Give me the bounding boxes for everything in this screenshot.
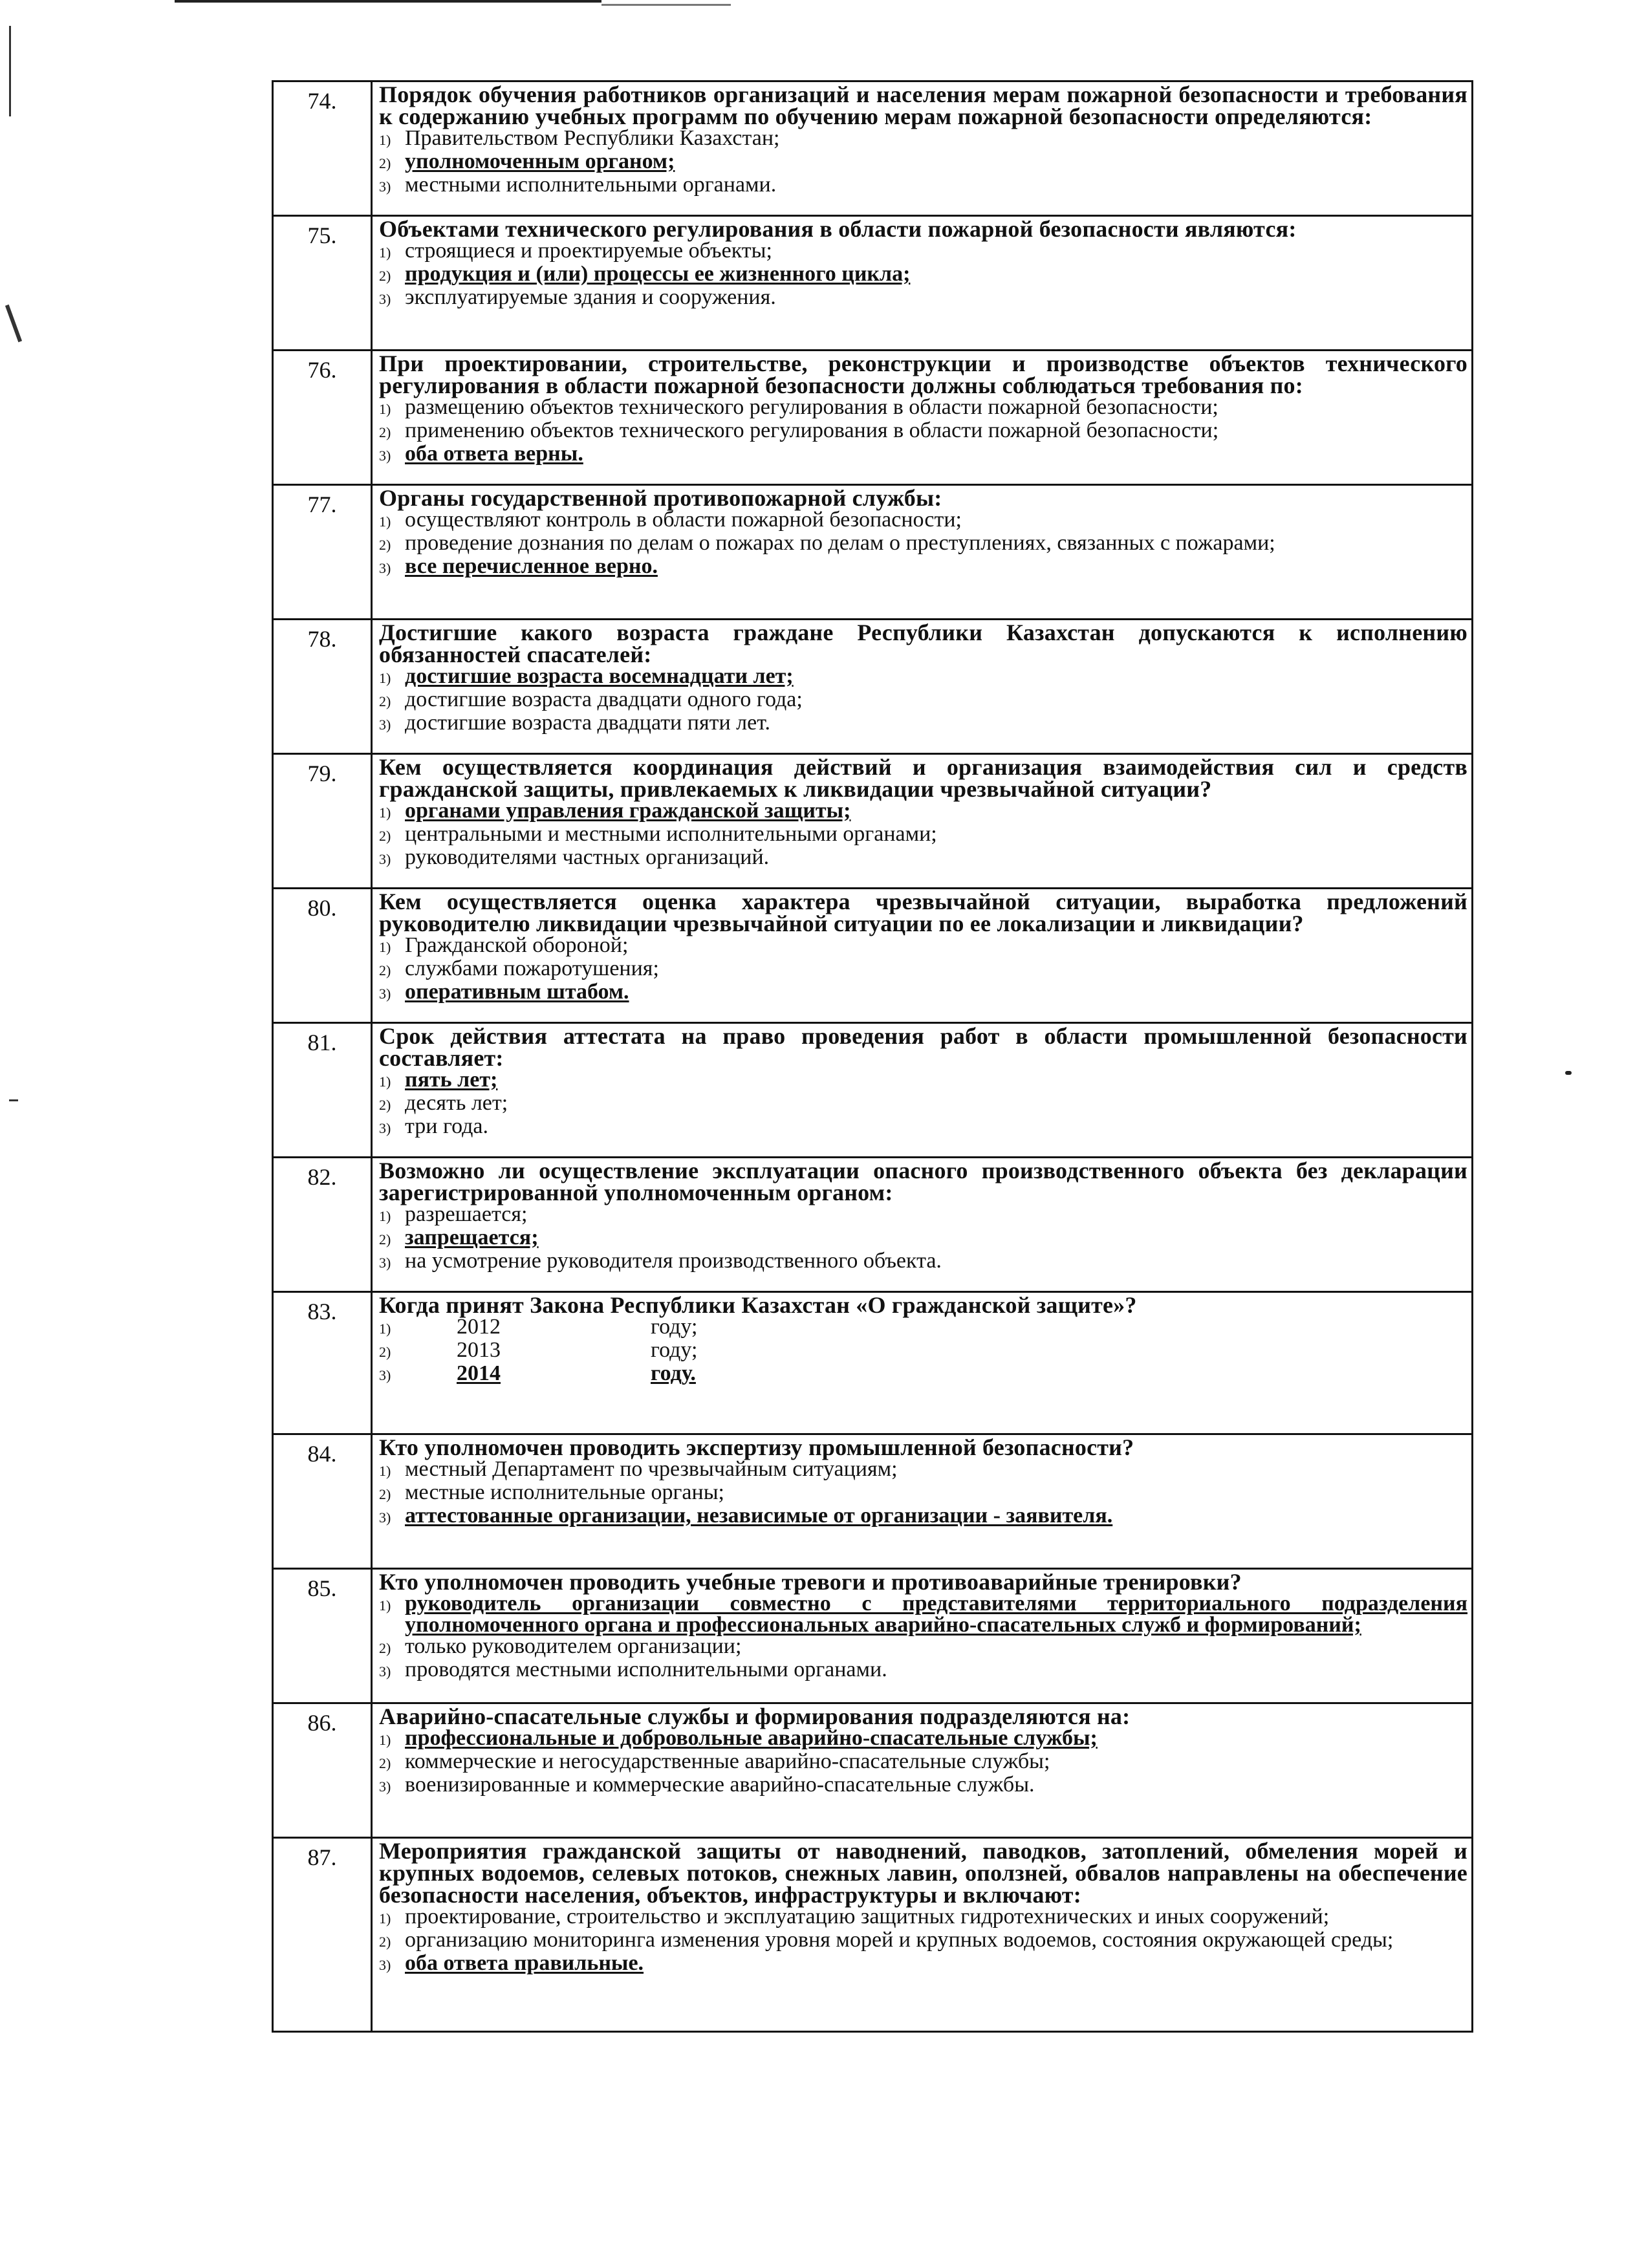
option-index: 1) (379, 513, 391, 530)
option-text: применению объектов технического регулирования в области пожарной безопасности; (405, 418, 1219, 442)
option-text: оба ответа верны. (405, 442, 583, 466)
option-index: 2) (379, 1755, 391, 1771)
option-text: коммерческие и негосударственные аварийно-спасательные службы; (405, 1749, 1050, 1773)
answer-option (379, 1204, 1467, 1227)
answer-option (379, 1339, 1467, 1363)
scan-margin-mark (9, 1099, 18, 1101)
option-index: 1) (379, 1597, 391, 1614)
option-index: 1) (379, 670, 391, 686)
question-text: Органы государственной противопожарной службы: (379, 485, 942, 511)
option-text: достигшие возраста двадцати одного года; (405, 687, 803, 711)
question-row (273, 1838, 1473, 2032)
answer-option-correct (379, 1727, 1467, 1751)
option-text: проводятся местными исполнительными органами. (405, 1658, 887, 1681)
answer-option (379, 420, 1467, 443)
answer-option-correct (379, 263, 1467, 286)
option-text: местный Департамент по чрезвычайным ситуациям; (405, 1457, 898, 1481)
option-index: 3) (379, 178, 391, 195)
option-text: три года. (405, 1114, 488, 1138)
answer-option (379, 934, 1467, 958)
option-text: продукция и (или) процессы ее жизненного цикла; (405, 262, 911, 286)
option-text: только руководителем организации; (405, 1634, 742, 1658)
answer-option (379, 1482, 1467, 1505)
option-index: 1) (379, 1074, 391, 1090)
question-number: 78. (273, 620, 372, 754)
question-text: Кто уполномочен проводить учебные тревоги и противоаварийные тренировки? (379, 1569, 1242, 1595)
question-number: 81. (273, 1023, 372, 1158)
option-index: 1) (379, 805, 391, 821)
option-index: 3) (379, 1367, 391, 1383)
question-text: Когда принят Закона Республики Казахстан «О гражданской защите»? (379, 1292, 1137, 1318)
answer-option (379, 958, 1467, 981)
question-number: 80. (273, 889, 372, 1023)
question-row (273, 1023, 1473, 1158)
question-body (372, 1292, 1473, 1434)
option-index: 2) (379, 1486, 391, 1502)
option-text: военизированные и коммерческие аварийно-спасательные службы. (405, 1773, 1035, 1797)
option-text: профессиональные и добровольные аварийно-спасательные службы; (405, 1726, 1098, 1750)
option-text: достигшие возраста восемнадцати лет; (405, 664, 794, 688)
question-row (273, 485, 1473, 620)
option-text: организацию мониторинга изменения уровня морей и крупных водоемов, состояния окружающей среды; (405, 1928, 1394, 1952)
answer-option-correct (379, 1505, 1467, 1528)
option-index: 2) (379, 1640, 391, 1656)
option-index: 1) (379, 1208, 391, 1224)
answer-option-correct (379, 1593, 1467, 1636)
option-index: 3) (379, 717, 391, 733)
answer-option-correct (379, 1227, 1467, 1250)
question-number: 83. (273, 1292, 372, 1434)
question-row (273, 1158, 1473, 1292)
option-index: 1) (379, 1463, 391, 1479)
answer-option-correct (379, 981, 1467, 1004)
scan-artifact-top-2 (601, 4, 731, 6)
answer-option (379, 1116, 1467, 1139)
option-text: разрешается; (405, 1202, 528, 1226)
answer-option (379, 1751, 1467, 1774)
option-text: органами управления гражданской защиты; (405, 799, 851, 823)
option-index: 3) (379, 560, 391, 576)
answer-option (379, 127, 1467, 151)
question-number: 82. (273, 1158, 372, 1292)
option-index: 2) (379, 828, 391, 844)
option-text: местные исполнительные органы; (405, 1480, 724, 1504)
option-index: 1) (379, 401, 391, 417)
option-year: 2014 (457, 1361, 501, 1385)
question-text: Мероприятия гражданской защиты от наводнений, паводков, затоплений, обмеления морей и крупных водоемов, селевых потоков, снежных лавин, оползней, обвалов направлены на обеспечение безопасности населения, объектов, инфраструктуры и включают: (379, 1838, 1467, 1908)
scan-margin-mark (9, 26, 11, 116)
question-row (273, 1703, 1473, 1838)
option-index: 1) (379, 939, 391, 955)
option-text: центральными и местными исполнительными органами; (405, 822, 937, 846)
option-text: аттестованные организации, независимые от организации - заявителя. (405, 1504, 1113, 1528)
question-text: Достигшие какого возраста граждане Республики Казахстан допускаются к исполнению обязанностей спасателей: (379, 620, 1467, 667)
option-text: строящиеся и проектируемые объекты; (405, 239, 772, 263)
option-text: размещению объектов технического регулирования в области пожарной безопасности; (405, 395, 1218, 419)
answer-option-correct (379, 443, 1467, 466)
question-body (372, 754, 1473, 889)
question-text: Порядок обучения работников организаций и населения мерам пожарной безопасности и требования к содержанию учебных программ по обучению мерам пожарной безопасности определяются: (379, 81, 1467, 129)
question-text: Объектами технического регулирования в области пожарной безопасности являются: (379, 216, 1297, 242)
question-text: Кем осуществляется оценка характера чрезвычайной ситуации, выработка предложений руководителю ликвидации чрезвычайной ситуации по ее локализации и ликвидации? (379, 889, 1467, 936)
option-text: Гражданской обороной; (405, 933, 629, 957)
question-text: Аварийно-спасательные службы и формирования подразделяются на: (379, 1703, 1131, 1729)
option-index: 3) (379, 851, 391, 867)
option-suffix: году; (651, 1338, 698, 1362)
question-number: 79. (273, 754, 372, 889)
option-text: уполномоченным органом; (405, 149, 675, 173)
option-text: руководитель организации совместно с представителями территориального подразделения уполномоченного органа и профессиональных аварийно-спасательных служб и формирований; (405, 1592, 1467, 1637)
answer-option-correct (379, 151, 1467, 174)
question-row (273, 754, 1473, 889)
question-body (372, 889, 1473, 1023)
option-index: 1) (379, 1732, 391, 1748)
answer-option (379, 847, 1467, 870)
answer-option (379, 509, 1467, 532)
answer-option (379, 532, 1467, 556)
answer-option (379, 174, 1467, 197)
answer-option (379, 1906, 1467, 1929)
question-body (372, 620, 1473, 754)
option-text (405, 1316, 1467, 1337)
question-body (372, 1023, 1473, 1158)
option-text: руководителями частных организаций. (405, 845, 770, 869)
answer-option-correct (379, 1952, 1467, 1976)
answer-option (379, 1316, 1467, 1339)
question-body (372, 1158, 1473, 1292)
question-row (273, 1569, 1473, 1703)
answer-option-correct (379, 1363, 1467, 1386)
question-number: 77. (273, 485, 372, 620)
option-text: осуществляют контроль в области пожарной безопасности; (405, 508, 962, 532)
option-index: 1) (379, 1321, 391, 1337)
option-text (405, 1363, 1467, 1384)
scan-margin-mark (5, 305, 22, 342)
option-index: 3) (379, 291, 391, 307)
questions-table (272, 80, 1473, 2033)
question-number: 74. (273, 81, 372, 216)
question-body (372, 216, 1473, 351)
option-index: 2) (379, 1934, 391, 1950)
option-index: 2) (379, 424, 391, 440)
answer-option (379, 689, 1467, 712)
answer-option (379, 1636, 1467, 1659)
question-body (372, 1434, 1473, 1569)
option-index: 2) (379, 268, 391, 284)
option-index: 3) (379, 1663, 391, 1679)
answer-option (379, 1929, 1467, 1952)
option-text: на усмотрение руководителя производственного объекта. (405, 1249, 942, 1273)
option-index: 2) (379, 1231, 391, 1247)
option-index: 1) (379, 132, 391, 148)
option-index: 3) (379, 448, 391, 464)
question-body (372, 1569, 1473, 1703)
option-suffix: году. (651, 1361, 696, 1385)
question-body (372, 1838, 1473, 2032)
questions-table-body (273, 81, 1473, 2032)
option-index: 3) (379, 986, 391, 1002)
option-index: 2) (379, 962, 391, 978)
option-index: 3) (379, 1778, 391, 1795)
question-row (273, 81, 1473, 216)
question-row (273, 1434, 1473, 1569)
scan-artifact-top (175, 0, 601, 3)
answer-option (379, 823, 1467, 847)
option-text: достигшие возраста двадцати пяти лет. (405, 711, 771, 735)
answer-option-correct (379, 1069, 1467, 1092)
question-text: Кем осуществляется координация действий и организация взаимодействия сил и средств гражданской защиты, привлекаемых к ликвидации чрезвычайной ситуации? (379, 754, 1467, 802)
answer-option (379, 1774, 1467, 1797)
answer-option (379, 396, 1467, 420)
option-year: 2012 (457, 1315, 501, 1339)
option-index: 3) (379, 1957, 391, 1973)
option-text: все перечисленное верно. (405, 554, 658, 578)
option-index: 2) (379, 537, 391, 553)
question-row (273, 889, 1473, 1023)
option-index: 3) (379, 1255, 391, 1271)
option-text: эксплуатируемые здания и сооружения. (405, 285, 776, 309)
question-number: 84. (273, 1434, 372, 1569)
option-text: пять лет; (405, 1068, 498, 1092)
answer-option (379, 1250, 1467, 1273)
option-index: 2) (379, 693, 391, 709)
option-suffix: году; (651, 1315, 698, 1339)
answer-option (379, 1458, 1467, 1482)
option-index: 2) (379, 1344, 391, 1360)
option-text: запрещается; (405, 1226, 539, 1249)
question-body (372, 485, 1473, 620)
option-text: оперативным штабом. (405, 980, 629, 1004)
option-index: 1) (379, 244, 391, 261)
question-row (273, 351, 1473, 485)
question-text: При проектировании, строительстве, реконструкции и производстве объектов технического регулирования в области пожарной безопасности должны соблюдаться требования по: (379, 351, 1467, 398)
question-number: 86. (273, 1703, 372, 1838)
option-text: оба ответа правильные. (405, 1951, 644, 1975)
option-text: местными исполнительными органами. (405, 173, 777, 197)
answer-option (379, 712, 1467, 735)
answer-option (379, 240, 1467, 263)
question-text: Возможно ли осуществление эксплуатации опасного производственного объекта без декларации зарегистрированной уполномоченным органом: (379, 1158, 1467, 1205)
question-row (273, 1292, 1473, 1434)
option-text: проектирование, строительство и эксплуатацию защитных гидротехнических и иных сооружений; (405, 1905, 1330, 1928)
option-text: десять лет; (405, 1091, 508, 1115)
answer-option (379, 1092, 1467, 1116)
question-number: 76. (273, 351, 372, 485)
option-index: 3) (379, 1509, 391, 1526)
option-index: 2) (379, 1097, 391, 1113)
option-text: службами пожаротушения; (405, 956, 659, 980)
option-index: 1) (379, 1910, 391, 1927)
question-body (372, 351, 1473, 485)
question-row (273, 216, 1473, 351)
answer-option (379, 1659, 1467, 1682)
option-text: Правительством Республики Казахстан; (405, 126, 780, 150)
question-number: 75. (273, 216, 372, 351)
question-row (273, 620, 1473, 754)
answer-option-correct (379, 800, 1467, 823)
question-number: 85. (273, 1569, 372, 1703)
option-text (405, 1339, 1467, 1361)
question-body (372, 81, 1473, 216)
option-index: 2) (379, 155, 391, 171)
question-text: Срок действия аттестата на право проведения работ в области промышленной безопасности составляет: (379, 1023, 1467, 1071)
answer-option-correct (379, 665, 1467, 689)
question-number: 87. (273, 1838, 372, 2032)
scan-dot (1565, 1071, 1572, 1075)
option-index: 3) (379, 1120, 391, 1136)
question-text: Кто уполномочен проводить экспертизу промышленной безопасности? (379, 1434, 1134, 1460)
question-body (372, 1703, 1473, 1838)
option-year: 2013 (457, 1338, 501, 1362)
answer-option (379, 286, 1467, 310)
answer-option-correct (379, 556, 1467, 579)
option-text: проведение дознания по делам о пожарах по делам о преступлениях, связанных с пожарами; (405, 531, 1275, 555)
